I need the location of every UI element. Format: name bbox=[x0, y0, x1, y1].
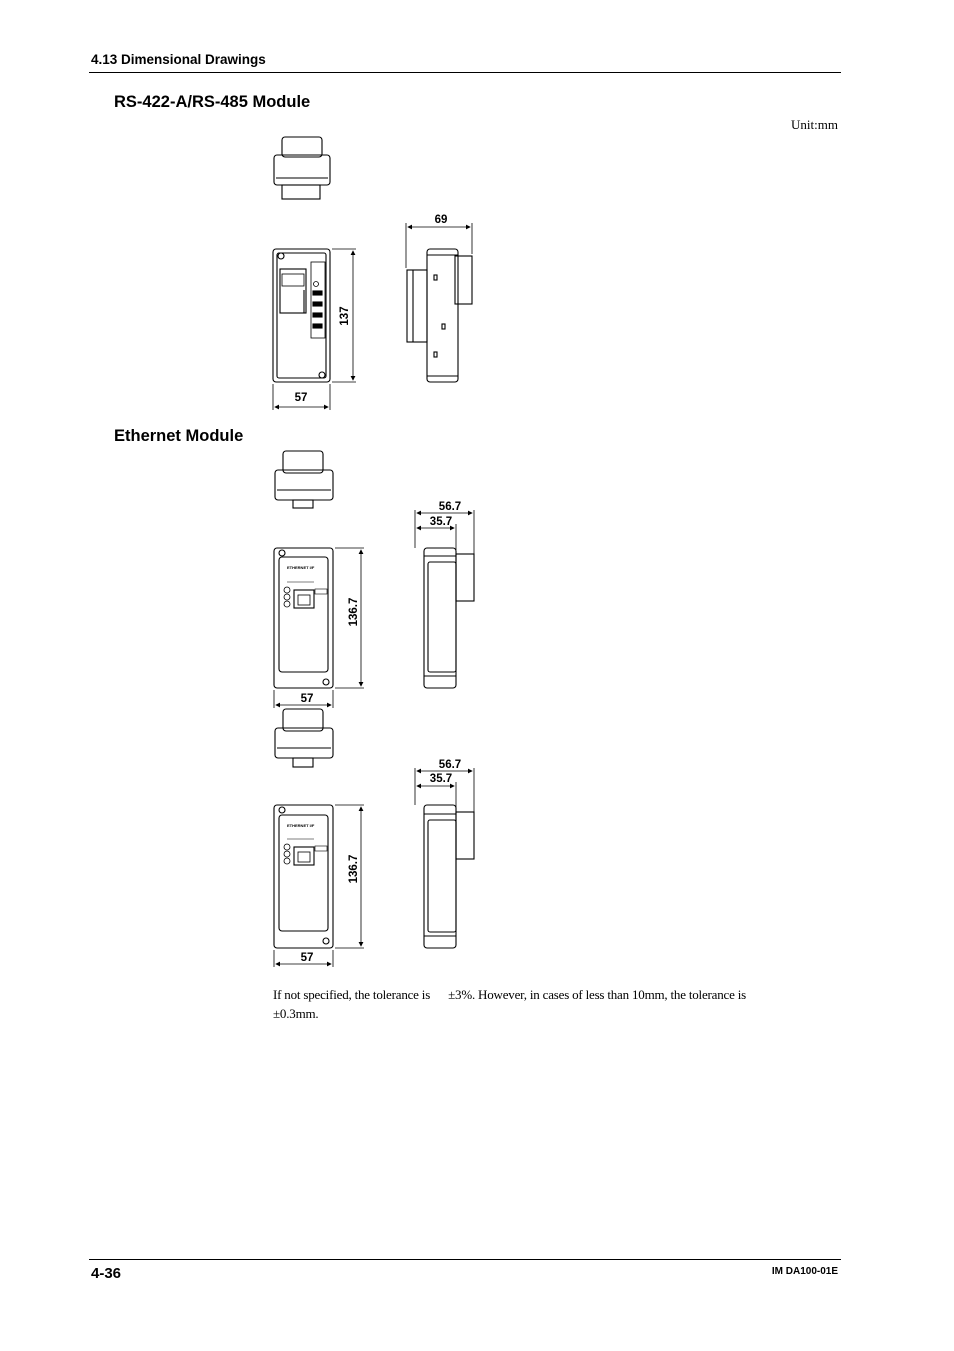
running-header: 4.13 Dimensional Drawings bbox=[91, 52, 266, 67]
tolerance-note bbox=[273, 985, 803, 1023]
rs-side-view bbox=[407, 249, 472, 382]
unit-label: Unit:mm bbox=[791, 117, 838, 132]
eth1-depth-body-label: 35.7 bbox=[429, 516, 453, 528]
eth2-depth-total-label: 56.7 bbox=[438, 759, 462, 771]
rs-depth-dimension bbox=[406, 223, 472, 268]
eth1-depth-total-label: 56.7 bbox=[438, 501, 462, 513]
eth2-top-view bbox=[275, 709, 333, 767]
eth1-width-label: 57 bbox=[300, 693, 314, 705]
tolerance-note-part1: If not specified, the tolerance is bbox=[273, 987, 431, 1002]
tolerance-note-part3: ±0.3mm. bbox=[273, 1006, 319, 1021]
eth2-panel-label: ETHERNET I/F bbox=[287, 823, 315, 828]
page-number: 4-36 bbox=[91, 1265, 122, 1282]
footer-rule bbox=[89, 1259, 841, 1260]
rs-top-view bbox=[274, 137, 330, 199]
rs-module-title: RS-422-A/RS-485 Module bbox=[114, 93, 311, 111]
eth2-width-label: 57 bbox=[300, 952, 314, 964]
rs-width-label: 57 bbox=[294, 392, 308, 404]
rs-height-label: 137 bbox=[339, 306, 351, 326]
eth2-height-label: 136.7 bbox=[348, 854, 360, 884]
document-id: IM DA100-01E bbox=[771, 1266, 838, 1277]
rs-depth-label: 69 bbox=[434, 214, 448, 226]
eth1-side-view bbox=[424, 548, 474, 688]
ethernet-module-title: Ethernet Module bbox=[114, 427, 244, 445]
eth1-panel-label: ETHERNET I/F bbox=[287, 565, 315, 570]
eth1-height-label: 136.7 bbox=[348, 597, 360, 627]
eth1-top-view bbox=[275, 451, 333, 508]
rs-front-view bbox=[273, 249, 330, 382]
tolerance-note-part2: ±3%. However, in cases of less than 10mm, the tolerance is bbox=[448, 987, 746, 1002]
eth2-side-view bbox=[424, 805, 474, 948]
eth2-depth-body-label: 35.7 bbox=[429, 773, 453, 785]
